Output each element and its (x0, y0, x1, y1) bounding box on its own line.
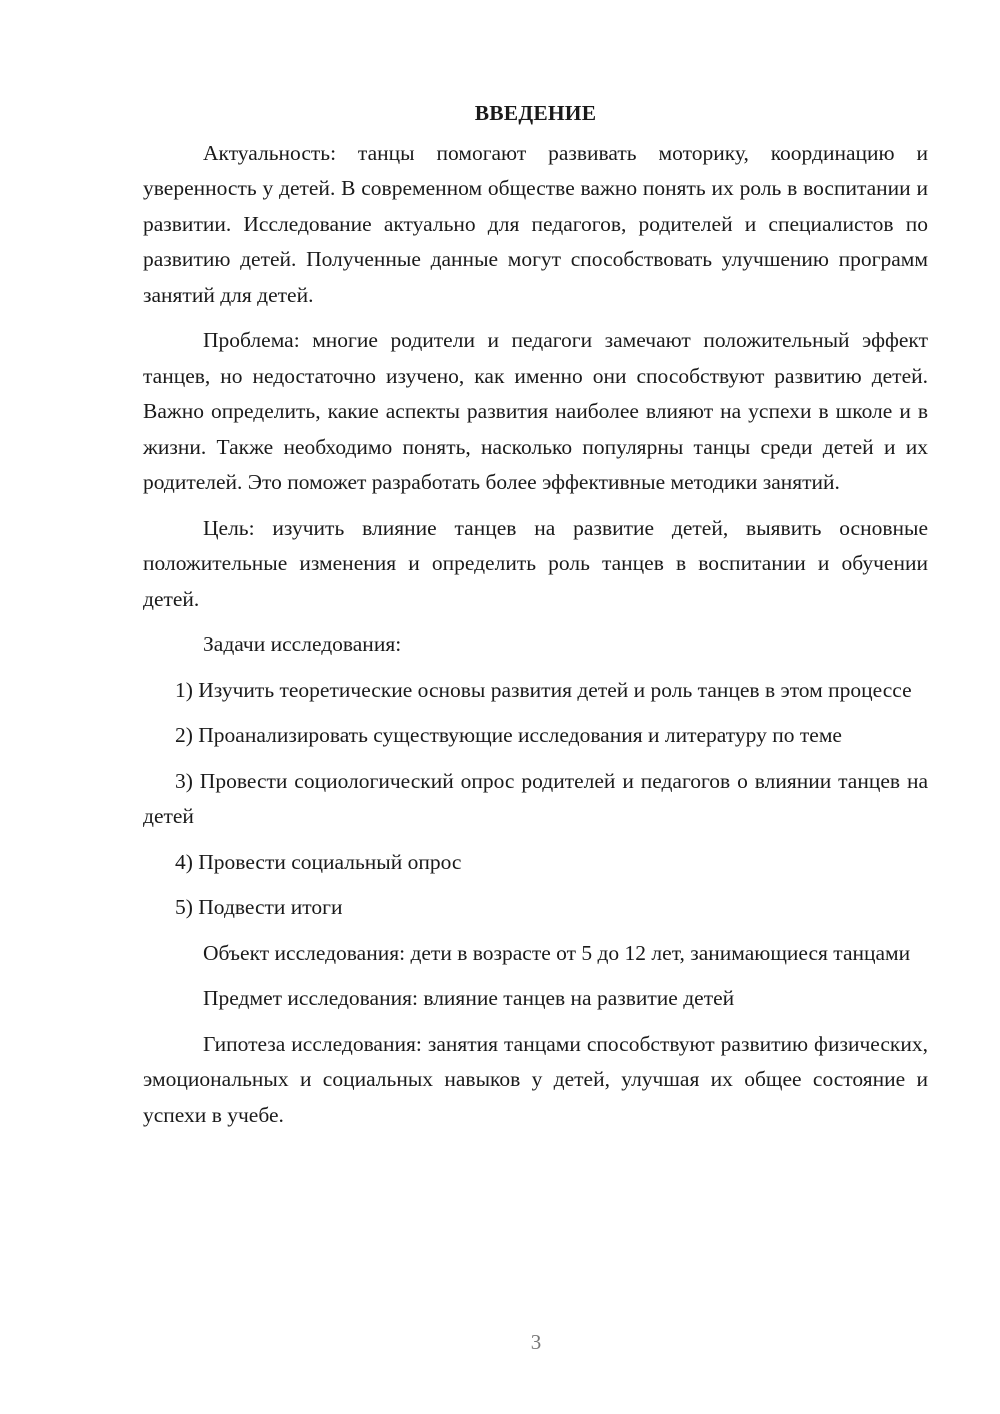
section-title: ВВЕДЕНИЕ (474, 101, 597, 125)
task-item-4: 4) Провести социальный опрос (175, 849, 462, 874)
problem-paragraph: Проблема: многие родители и педагоги замечают положительный эффект танцев, но недостаточно изучено, как именно они способствуют развитию детей. Важно определить, какие аспекты развития наиболее влияют на успехи в школе и в жизни. Также необходимо понять, насколько популярны танцы среди детей и их родителей. Это поможет разработать более эффективные методики занятий. (143, 328, 928, 494)
task-item-1: 1) Изучить теоретические основы развития детей и роль танцев в этом процессе (175, 677, 912, 702)
object-paragraph: Объект исследования: дети в возрасте от 5 до 12 лет, занимающиеся танцами (203, 940, 911, 965)
page-number: 3 (530, 1330, 542, 1354)
hypothesis-paragraph: Гипотеза исследования: занятия танцами способствуют развитию физических, эмоциональных и социальных навыков у детей, улучшая их общее состояние и успехи в учебе. (143, 1031, 928, 1127)
document-page (143, 96, 928, 1143)
goal-paragraph: Цель: изучить влияние танцев на развитие детей, выявить основные положительные изменения и определить роль танцев в воспитании и обучении детей. (143, 515, 928, 611)
task-item-5: 5) Подвести итоги (175, 895, 343, 919)
tasks-heading: Задачи исследования: (203, 632, 402, 656)
relevance-paragraph: Актуальность: танцы помогают развивать моторику, координацию и уверенность у детей. В современном обществе важно понять их роль в воспитании и развитии. Исследование актуально для педагогов, родителей и специалистов по развитию детей. Полученные данные могут способствовать улучшению программ занятий для детей. (143, 140, 928, 307)
subject-paragraph: Предмет исследования: влияние танцев на развитие детей (203, 986, 735, 1010)
task-item-2: 2) Проанализировать существующие исследования и литературу по теме (175, 723, 842, 747)
task-item-3: 3) Провести социологический опрос родителей и педагогов о влиянии танцев на детей (143, 768, 928, 828)
